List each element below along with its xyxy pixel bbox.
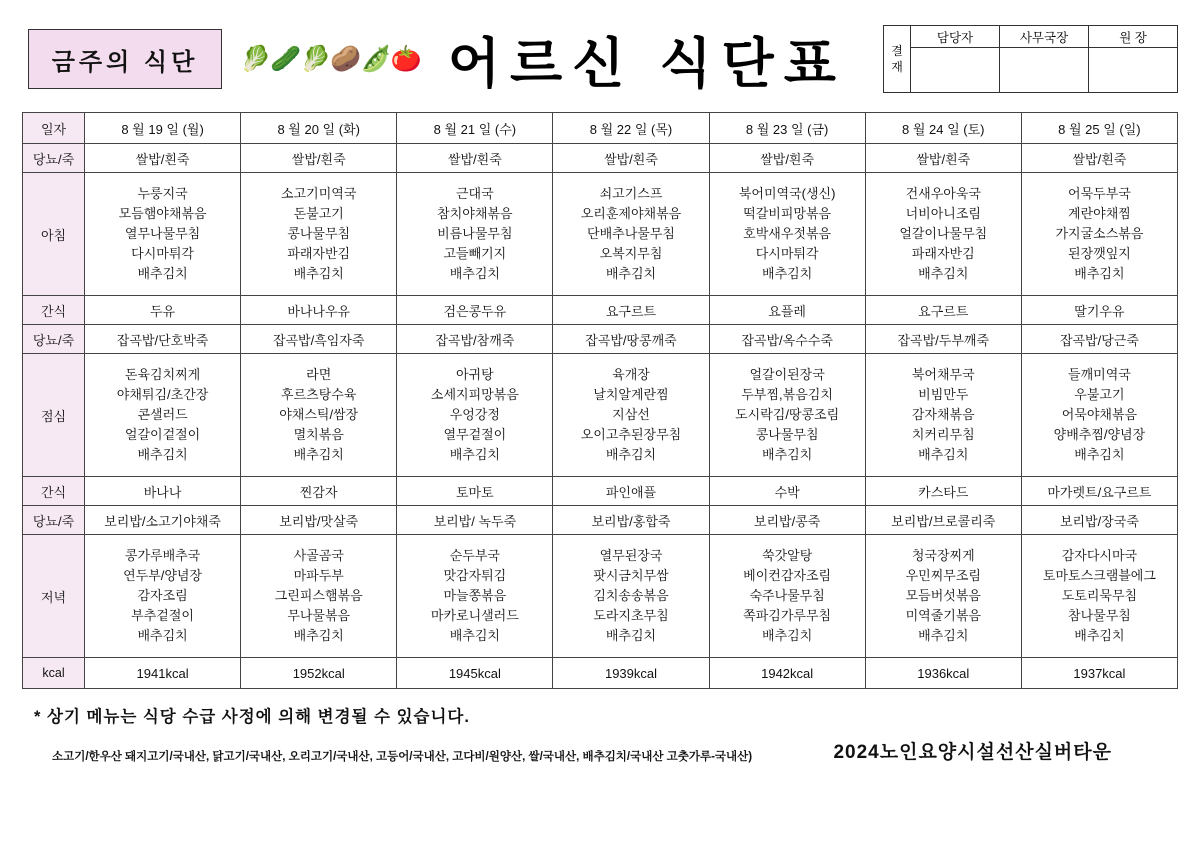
- menu-item: 모듬버섯볶음: [905, 587, 981, 603]
- menu-item: 맛감자튀김: [443, 567, 507, 583]
- row-label-dinner: 저녁: [23, 535, 85, 658]
- menu-item: 감자채볶음: [911, 406, 975, 422]
- snack-cell: 검은콩두유: [397, 296, 553, 325]
- date-cell: 8 월 22 일 (목): [553, 113, 709, 144]
- date-cell: 8 월 19 일 (월): [85, 113, 241, 144]
- breakfast-cell: [709, 173, 865, 296]
- row-label-rice-2: 당뇨/죽: [23, 325, 85, 354]
- dinner-cell: [553, 535, 709, 658]
- snack-cell: 바나나: [85, 477, 241, 506]
- row-label-breakfast: 아침: [23, 173, 85, 296]
- row-label-rice-1: 당뇨/죽: [23, 144, 85, 173]
- table-row-rice-dinner: [23, 506, 1178, 535]
- menu-item: 콘샐러드: [137, 406, 188, 422]
- menu-item: 건새우아욱국: [905, 185, 981, 201]
- approval-columns: [911, 26, 1177, 92]
- menu-item: 쑥갓알탕: [762, 547, 813, 563]
- rice-cell: 쌀밥/흰죽: [865, 144, 1021, 173]
- menu-item: 청국장찌게: [911, 547, 975, 563]
- menu-item: 배추김치: [293, 447, 344, 463]
- menu-item: 배추김치: [762, 266, 813, 282]
- menu-change-note: * 상기 메뉴는 식당 수급 사정에 의해 변경될 수 있습니다.: [34, 708, 470, 726]
- menu-item: 콩나물무침: [755, 427, 819, 443]
- rice-cell: 잡곡밥/참깨죽: [397, 325, 553, 354]
- menu-item: 후르츠탕수육: [281, 386, 357, 402]
- approval-header-manager: 담당자: [911, 26, 999, 48]
- lunch-cell: [85, 354, 241, 477]
- menu-item: 콩나물무침: [287, 225, 351, 241]
- menu-item: 아귀탕: [456, 366, 494, 382]
- lunch-cell: [865, 354, 1021, 477]
- menu-item: 우불고기: [1074, 386, 1125, 402]
- menu-item: 열무나물무침: [124, 225, 201, 241]
- lunch-cell: [241, 354, 397, 477]
- menu-item: 그린피스햄볶음: [274, 587, 363, 603]
- menu-item: 야채튀김/초간장: [116, 386, 209, 402]
- menu-item: 모듬햄야채볶음: [118, 205, 207, 221]
- snack-cell: 토마토: [397, 477, 553, 506]
- approval-header-president: 원 장: [1089, 26, 1177, 48]
- menu-item: 떡갈비피망볶음: [743, 205, 832, 221]
- breakfast-cell: [241, 173, 397, 296]
- menu-item: 도라지초무침: [593, 608, 669, 624]
- rice-cell: 보리밥/맛살죽: [241, 506, 397, 535]
- date-cell: 8 월 24 일 (토): [865, 113, 1021, 144]
- vegetables-icon: 🥬🥒🥬🥔🫛🍅: [240, 44, 421, 73]
- menu-item: 열무된장국: [599, 547, 663, 563]
- approval-signature-director[interactable]: [1000, 48, 1088, 92]
- menu-item: 참치야채볶음: [437, 205, 513, 221]
- menu-item: 가지굴소스볶음: [1055, 225, 1144, 241]
- date-cell: 8 월 21 일 (수): [397, 113, 553, 144]
- menu-item: 야채스틱/쌈장: [279, 406, 359, 422]
- menu-item: 오이고추된장무침: [580, 427, 682, 443]
- table-row-kcal: [23, 658, 1178, 689]
- menu-item: 배추김치: [918, 628, 969, 644]
- lunch-cell: [397, 354, 553, 477]
- menu-item: 우민찌무조림: [905, 567, 981, 583]
- table-row-snack-morning: [23, 296, 1178, 325]
- menu-item: 우엉강정: [449, 406, 500, 422]
- snack-cell: 파인애플: [553, 477, 709, 506]
- row-label-snack-1: 간식: [23, 296, 85, 325]
- menu-item: 돈육김치찌게: [124, 366, 201, 382]
- rice-cell: 보리밥/ 녹두죽: [397, 506, 553, 535]
- dinner-cell: [865, 535, 1021, 658]
- menu-item: 파래자반김: [287, 246, 351, 262]
- rice-cell: 쌀밥/흰죽: [1021, 144, 1177, 173]
- menu-item: 고들빼기지: [443, 246, 507, 262]
- snack-cell: 요플레: [709, 296, 865, 325]
- menu-item: 배추김치: [137, 266, 188, 282]
- menu-item: 북어미역국(생신): [738, 185, 836, 201]
- menu-item: 감자조림: [137, 587, 188, 603]
- menu-item: 숙주나물무침: [749, 587, 825, 603]
- date-cell: 8 월 20 일 (화): [241, 113, 397, 144]
- table-row-snack-afternoon: [23, 477, 1178, 506]
- menu-item: 미역줄기볶음: [905, 608, 981, 624]
- approval-stamp-box: [883, 25, 1178, 93]
- menu-item: 김치송송볶음: [593, 587, 669, 603]
- menu-item: 배추김치: [449, 266, 500, 282]
- menu-item: 파래자반김: [911, 246, 975, 262]
- kcal-cell: 1941kcal: [85, 658, 241, 689]
- menu-item: 참나물무침: [1068, 608, 1131, 624]
- snack-cell: 요구르트: [553, 296, 709, 325]
- menu-item: 감자다시마국: [1061, 547, 1138, 563]
- menu-item: 치커리무침: [911, 427, 975, 443]
- document-footer: [22, 703, 1178, 764]
- week-menu-title: 금주의 식단: [51, 48, 199, 76]
- snack-cell: 마가렛트/요구르트: [1021, 477, 1177, 506]
- menu-item: 마파두부: [293, 567, 344, 583]
- menu-item: 도시락김/땅콩조림: [735, 406, 840, 422]
- rice-cell: 잡곡밥/옥수수죽: [709, 325, 865, 354]
- rice-cell: 보리밥/장국죽: [1021, 506, 1177, 535]
- menu-item: 마카로니샐러드: [430, 608, 519, 624]
- menu-item: 날치알계란찜: [593, 386, 669, 402]
- menu-item: 도토리묵무침: [1061, 587, 1138, 603]
- kcal-cell: 1937kcal: [1021, 658, 1177, 689]
- menu-item: 양배추찜/양념장: [1053, 427, 1146, 443]
- rice-cell: 쌀밥/흰죽: [709, 144, 865, 173]
- menu-item: 비름나물무침: [437, 225, 513, 241]
- dinner-cell: [397, 535, 553, 658]
- menu-item: 다시마튀각: [755, 246, 819, 262]
- table-row-rice-breakfast: [23, 144, 1178, 173]
- menu-item: 팟시금치무쌈: [593, 567, 669, 583]
- menu-item: 된장깻잎지: [1068, 246, 1131, 262]
- row-label-snack-2: 간식: [23, 477, 85, 506]
- row-label-kcal: kcal: [23, 658, 85, 689]
- approval-header-director: 사무국장: [1000, 26, 1088, 48]
- rice-cell: 쌀밥/흰죽: [241, 144, 397, 173]
- menu-item: 얼갈이된장국: [749, 366, 825, 382]
- menu-item: 계란야채찜: [1068, 205, 1131, 221]
- breakfast-cell: [1021, 173, 1177, 296]
- origin-info: 소고기/한우산 돼지고기/국내산, 닭고기/국내산, 오리고기/국내산, 고등어/국내산, 고다비/원양산, 쌀/국내산, 배추김치/국내산 고춧가루-국내산): [52, 751, 753, 763]
- rice-cell: 잡곡밥/당근죽: [1021, 325, 1177, 354]
- dinner-cell: [85, 535, 241, 658]
- menu-item: 호박새우젓볶음: [743, 225, 832, 241]
- lunch-cell: [553, 354, 709, 477]
- date-cell: 8 월 23 일 (금): [709, 113, 865, 144]
- menu-item: 배추김치: [918, 447, 969, 463]
- snack-cell: 찐감자: [241, 477, 397, 506]
- document-header: [22, 18, 1178, 100]
- menu-item: 배추김치: [137, 628, 188, 644]
- menu-item: 배추김치: [605, 628, 657, 644]
- menu-item: 소고기미역국: [281, 185, 357, 201]
- kcal-cell: 1942kcal: [709, 658, 865, 689]
- menu-item: 어묵야채볶음: [1061, 406, 1138, 422]
- menu-item: 배추김치: [1074, 447, 1125, 463]
- menu-item: 배추김치: [293, 266, 344, 282]
- menu-item: 라면: [306, 366, 332, 382]
- facility-name: 2024노인요양시설선산실버타운: [833, 742, 1112, 763]
- breakfast-cell: [865, 173, 1021, 296]
- menu-item: 연두부/양념장: [123, 567, 203, 583]
- menu-item: 무나물볶음: [287, 608, 351, 624]
- menu-item: 누룽지국: [137, 185, 188, 201]
- approval-column-director: [1000, 26, 1089, 92]
- approval-column-president: [1089, 26, 1177, 92]
- menu-item: 두부찜,볶음김치: [741, 386, 833, 402]
- menu-item: 단배추나물무침: [587, 225, 675, 241]
- menu-item: 너비아니조림: [905, 205, 981, 221]
- kcal-cell: 1939kcal: [553, 658, 709, 689]
- menu-item: 얼갈이나물무침: [899, 225, 988, 241]
- kcal-cell: 1936kcal: [865, 658, 1021, 689]
- menu-item: 배추김치: [449, 447, 500, 463]
- menu-item: 열무겉절이: [443, 427, 507, 443]
- weekly-menu-table: [22, 112, 1178, 689]
- kcal-cell: 1952kcal: [241, 658, 397, 689]
- rice-cell: 쌀밥/흰죽: [553, 144, 709, 173]
- menu-item: 배추김치: [449, 628, 500, 644]
- menu-item: 근대국: [456, 185, 494, 201]
- dinner-cell: [1021, 535, 1177, 658]
- table-row-rice-lunch: [23, 325, 1178, 354]
- approval-column-manager: [911, 26, 1000, 92]
- menu-item: 배추김치: [1074, 266, 1125, 282]
- rice-cell: 잡곡밥/땅콩깨죽: [553, 325, 709, 354]
- menu-item: 배추김치: [918, 266, 969, 282]
- footer-bottom-line: [34, 737, 1178, 764]
- snack-cell: 카스타드: [865, 477, 1021, 506]
- menu-item: 베이컨감자조림: [743, 567, 832, 583]
- menu-item: 비빔만두: [918, 386, 969, 402]
- row-label-date: 일자: [23, 113, 85, 144]
- week-menu-title-box: [28, 29, 222, 89]
- snack-cell: 바나나우유: [241, 296, 397, 325]
- menu-item: 육개장: [612, 366, 650, 382]
- menu-item: 배추김치: [605, 447, 657, 463]
- menu-item: 부추겉절이: [131, 608, 194, 624]
- breakfast-cell: [553, 173, 709, 296]
- menu-item: 배추김치: [293, 628, 344, 644]
- breakfast-cell: [397, 173, 553, 296]
- rice-cell: 잡곡밥/단호박죽: [85, 325, 241, 354]
- menu-item: 얼갈이겉절이: [124, 427, 201, 443]
- snack-cell: 딸기우유: [1021, 296, 1177, 325]
- rice-cell: 쌀밥/흰죽: [397, 144, 553, 173]
- rice-cell: 보리밥/브로콜리죽: [865, 506, 1021, 535]
- table-row-dates: [23, 113, 1178, 144]
- snack-cell: 요구르트: [865, 296, 1021, 325]
- menu-item: 배추김치: [762, 628, 813, 644]
- dinner-cell: [709, 535, 865, 658]
- snack-cell: 수박: [709, 477, 865, 506]
- rice-cell: 보리밥/홍합죽: [553, 506, 709, 535]
- menu-item: 멸치볶음: [293, 427, 344, 443]
- menu-item: 토마토스크램블에그: [1042, 567, 1156, 583]
- rice-cell: 잡곡밥/두부깨죽: [865, 325, 1021, 354]
- table-row-lunch: [23, 354, 1178, 477]
- menu-item: 쪽파김가루무침: [743, 608, 832, 624]
- row-label-rice-3: 당뇨/죽: [23, 506, 85, 535]
- lunch-cell: [1021, 354, 1177, 477]
- lunch-cell: [709, 354, 865, 477]
- menu-item: 돈불고기: [293, 205, 344, 221]
- rice-cell: 보리밥/소고기야채죽: [85, 506, 241, 535]
- menu-item: 들깨미역국: [1068, 366, 1131, 382]
- menu-item: 사골곰국: [293, 547, 344, 563]
- menu-item: 어묵두부국: [1068, 185, 1131, 201]
- menu-item: 오복지무침: [599, 246, 663, 262]
- rice-cell: 보리밥/콩죽: [709, 506, 865, 535]
- menu-item: 배추김치: [605, 266, 657, 282]
- menu-item: 배추김치: [137, 447, 188, 463]
- date-cell: 8 월 25 일 (일): [1021, 113, 1177, 144]
- approval-signature-president[interactable]: [1089, 48, 1177, 92]
- kcal-cell: 1945kcal: [397, 658, 553, 689]
- menu-item: 마늘쫑볶음: [443, 587, 507, 603]
- menu-item: 쇠고기스프: [599, 185, 663, 201]
- menu-item: 오리훈제야채볶음: [580, 205, 682, 221]
- approval-label: 결 재: [884, 26, 911, 92]
- menu-item: 배추김치: [1074, 628, 1125, 644]
- menu-item: 다시마튀각: [131, 246, 194, 262]
- menu-item: 배추김치: [762, 447, 813, 463]
- menu-item: 콩가루배추국: [124, 547, 201, 563]
- table-row-breakfast: [23, 173, 1178, 296]
- snack-cell: 두유: [85, 296, 241, 325]
- menu-item: 북어채무국: [911, 366, 975, 382]
- menu-item: 지삼선: [612, 406, 650, 422]
- menu-item: 순두부국: [449, 547, 500, 563]
- rice-cell: 쌀밥/흰죽: [85, 144, 241, 173]
- row-label-lunch: 점심: [23, 354, 85, 477]
- page-title: 어르신 식단표: [447, 33, 846, 94]
- table-row-dinner: [23, 535, 1178, 658]
- breakfast-cell: [85, 173, 241, 296]
- rice-cell: 잡곡밥/흑임자죽: [241, 325, 397, 354]
- dinner-cell: [241, 535, 397, 658]
- menu-item: 소세지피망볶음: [430, 386, 519, 402]
- approval-signature-manager[interactable]: [911, 48, 999, 92]
